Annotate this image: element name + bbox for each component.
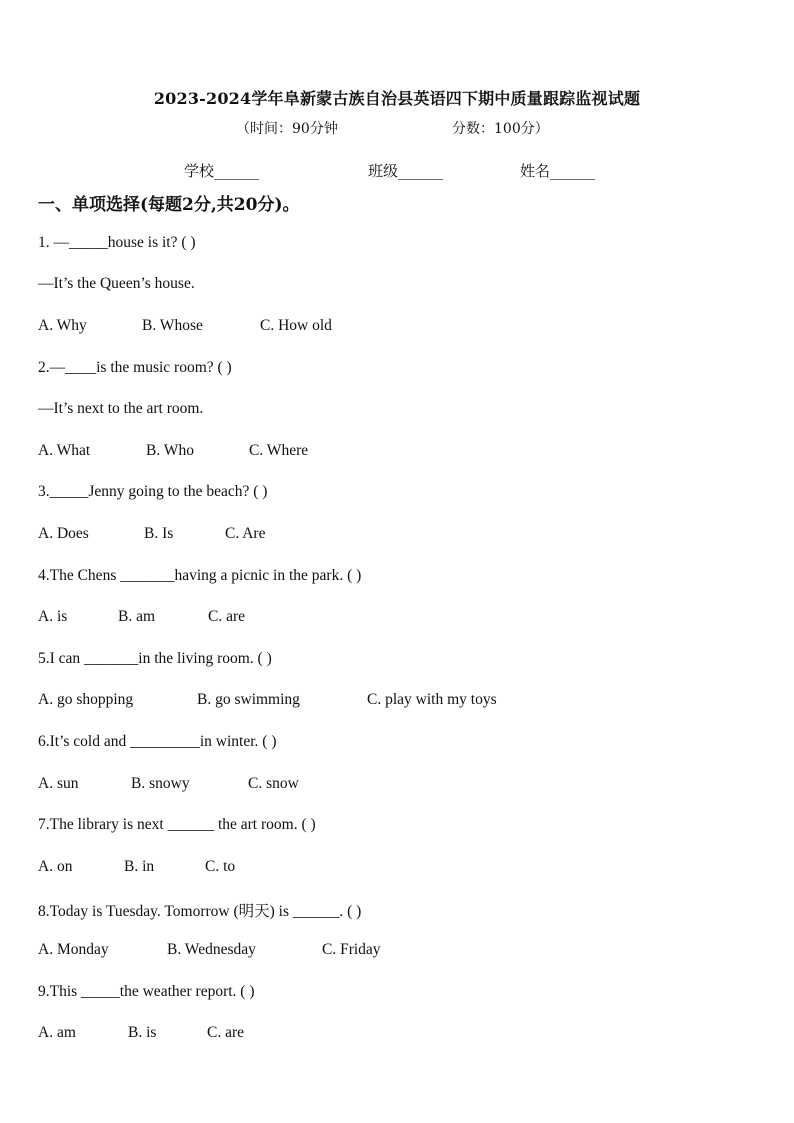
question-6-prompt: 6.It’s cold and _________in winter. ( ) <box>38 733 277 750</box>
question-2-option-a: A. What <box>38 442 91 459</box>
exam-time: （时间：90分钟 <box>236 121 338 137</box>
question-4-option-b: B. am <box>118 608 156 625</box>
question-1-option-c: C. How old <box>260 317 332 334</box>
question-6-option-c: C. snow <box>248 775 299 792</box>
question-3-option-b: B. Is <box>144 525 174 542</box>
question-5-prompt: 5.I can _______in the living room. ( ) <box>38 650 272 667</box>
page-title: 2023-2024学年阜新蒙古族自治县英语四下期中质量跟踪监视试题 <box>153 89 641 108</box>
question-2-option-b: B. Who <box>146 442 194 459</box>
question-9-option-a: A. am <box>38 1024 76 1041</box>
question-9-prompt: 9.This _____the weather report. ( ) <box>38 983 255 1000</box>
question-4-option-a: A. is <box>38 608 68 625</box>
question-2-option-c: C. Where <box>249 442 309 459</box>
question-2-prompt: 2.—____is the music room? ( ) <box>38 359 232 376</box>
question-8-option-a: A. Monday <box>38 941 109 958</box>
question-9-option-c: C. are <box>207 1024 245 1041</box>
school-field: 学校______ <box>184 162 260 180</box>
question-3-option-c: C. Are <box>225 525 266 542</box>
question-7-prompt: 7.The library is next ______ the art room. ( ) <box>38 816 316 833</box>
question-1-option-b: B. Whose <box>142 317 203 334</box>
section-title: 一、单项选择(每题2分,共20分)。 <box>38 195 300 215</box>
question-1-prompt: 1. —_____house is it? ( ) <box>38 234 196 251</box>
question-6-option-a: A. sun <box>38 775 79 792</box>
question-5-option-c: C. play with my toys <box>367 691 497 708</box>
question-6-option-b: B. snowy <box>131 775 190 792</box>
question-8-option-b: B. Wednesday <box>167 941 256 958</box>
question-9-option-b: B. is <box>128 1024 157 1041</box>
question-8-prompt: 8.Today is Tuesday. Tomorrow (明天) is ______. ( ) <box>38 903 362 920</box>
question-4-prompt: 4.The Chens _______having a picnic in the park. ( ) <box>38 567 362 584</box>
name-field: 姓名______ <box>520 162 596 180</box>
question-1-reply: —It’s the Queen’s house. <box>38 275 195 292</box>
question-5-option-b: B. go swimming <box>197 691 300 708</box>
question-3-option-a: A. Does <box>38 525 89 542</box>
question-7-option-a: A. on <box>38 858 73 875</box>
exam-score: 分数：100分） <box>452 121 549 137</box>
question-3-prompt: 3._____Jenny going to the beach? ( ) <box>38 483 268 500</box>
question-7-option-b: B. in <box>124 858 155 875</box>
question-2-reply: —It’s next to the art room. <box>38 400 204 417</box>
question-5-option-a: A. go shopping <box>38 691 134 708</box>
question-8-option-c: C. Friday <box>322 941 381 958</box>
question-7-option-c: C. to <box>205 858 236 875</box>
class-field: 班级______ <box>368 162 444 180</box>
question-4-option-c: C. are <box>208 608 246 625</box>
question-1-option-a: A. Why <box>38 317 87 334</box>
